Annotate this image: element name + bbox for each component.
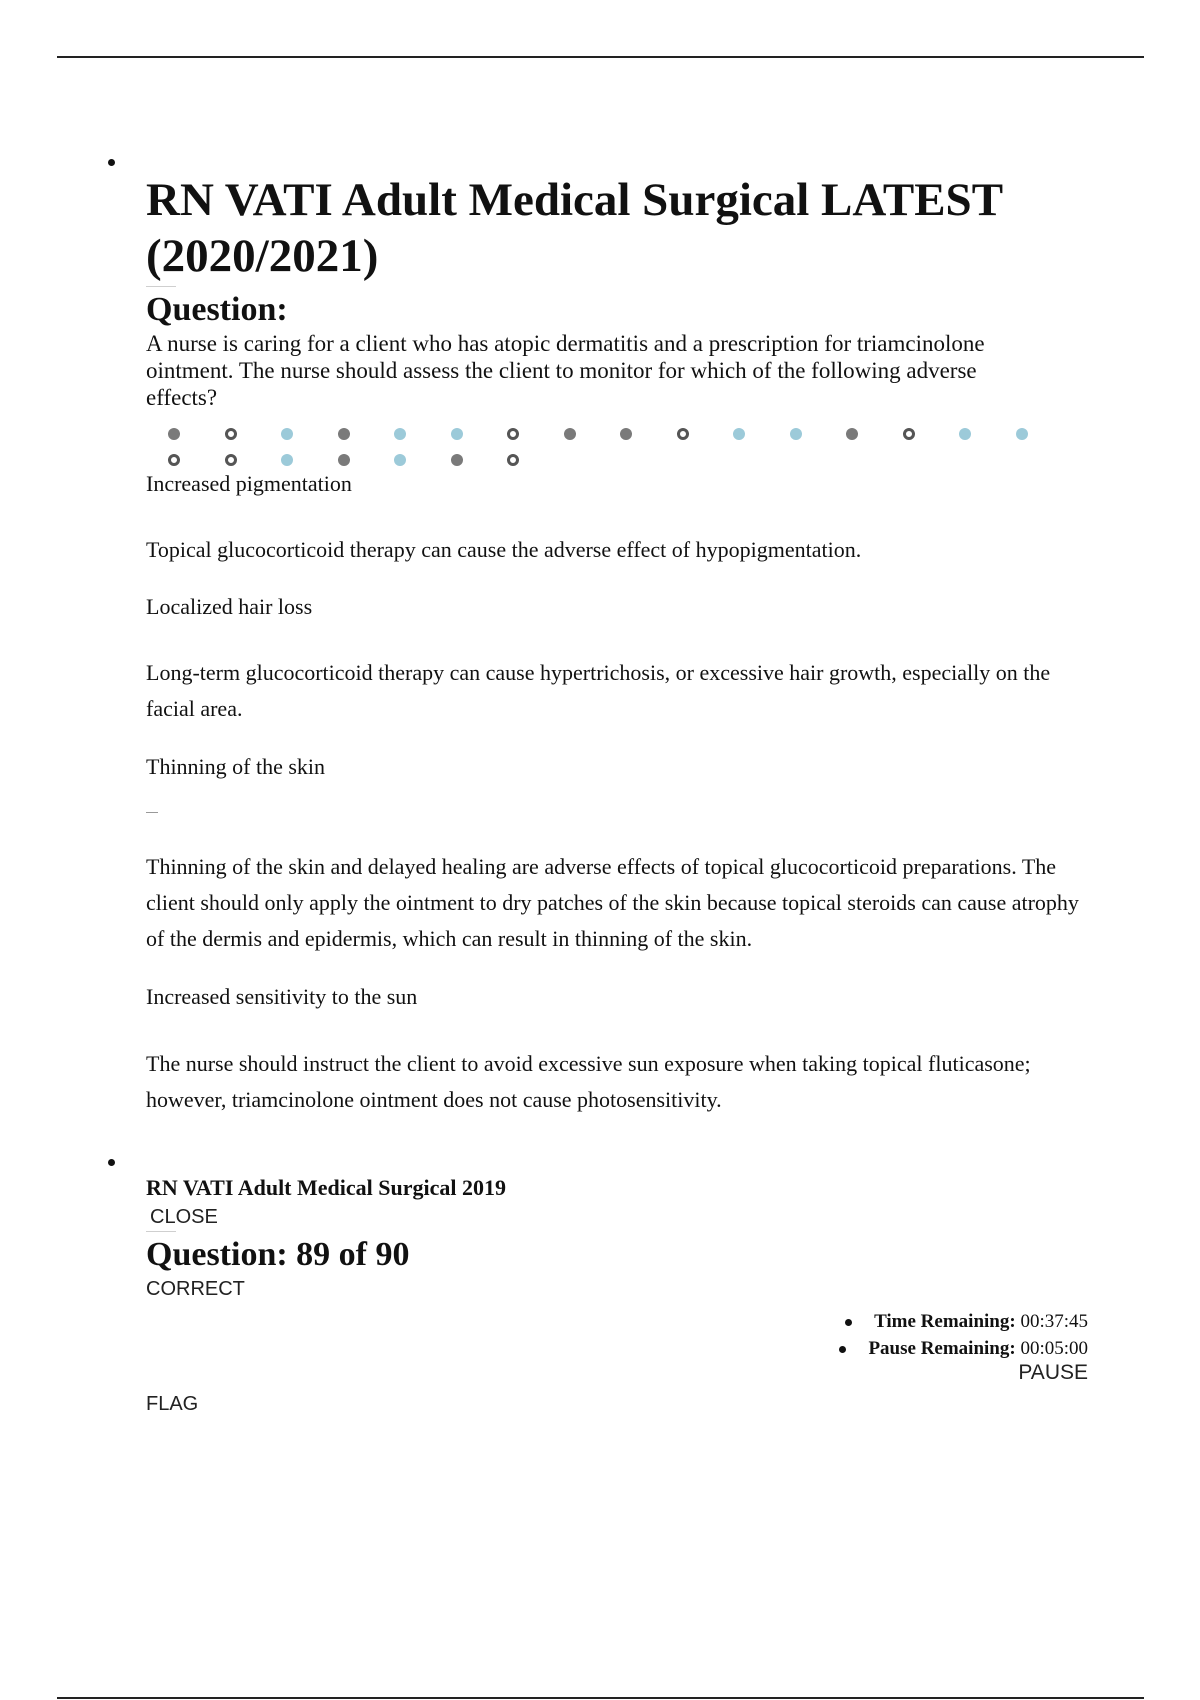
top-rule [57,56,1144,58]
question-counter: Question: 89 of 90 [146,1236,410,1273]
progress-dot[interactable] [564,428,576,440]
close-underline [146,1231,176,1232]
status-badge: CORRECT [146,1278,245,1300]
progress-dot[interactable] [1016,428,1028,440]
progress-dot[interactable] [451,428,463,440]
option-label-2: Localized hair loss [146,594,313,619]
progress-dot[interactable] [620,428,632,440]
question-progress-dots [168,428,1048,468]
bottom-rule [57,1697,1144,1699]
list-bullet [108,1159,115,1166]
pause-remaining-value: 00:05:00 [1020,1338,1088,1359]
time-remaining [839,1308,1088,1335]
option-label-4: Increased sensitivity to the sun [146,984,418,1009]
progress-dot[interactable] [846,428,858,440]
progress-dot[interactable] [733,428,745,440]
close-button[interactable]: CLOSE [150,1206,218,1228]
progress-dot[interactable] [677,428,689,440]
pause-button[interactable]: PAUSE [1018,1361,1088,1384]
progress-dot[interactable] [507,428,519,440]
flag-button[interactable]: FLAG [146,1393,199,1415]
timer-panel [839,1308,1088,1362]
progress-dot[interactable] [507,454,519,466]
progress-dot[interactable] [903,428,915,440]
list-bullet [839,1346,846,1353]
progress-dot[interactable] [451,454,463,466]
option-label-1: Increased pigmentation [146,471,352,496]
page-title: RN VATI Adult Medical Surgical LATEST (2020/2021) [146,174,1003,282]
progress-dot[interactable] [281,454,293,466]
option-rationale-3: Thinning of the skin and delayed healing are adverse effects of topical glucocorticoid preparations. The client should only apply the ointment to dry patches of the skin because topical steroids can cause atrophy of the dermis and epidermis, which can result in thinning of the skin. [146,854,1079,951]
progress-dot[interactable] [394,454,406,466]
progress-dot[interactable] [338,428,350,440]
time-remaining-value: 00:37:45 [1020,1311,1088,1332]
progress-dot[interactable] [168,454,180,466]
pause-remaining-label: Pause Remaining: [868,1338,1016,1359]
title-underline [146,286,176,287]
option-label-3: Thinning of the skin [146,754,326,779]
progress-dot[interactable] [281,428,293,440]
progress-dot[interactable] [168,428,180,440]
exam-title: RN VATI Adult Medical Surgical 2019 [146,1175,506,1200]
list-bullet [108,159,115,166]
option-rationale-2: Long-term glucocorticoid therapy can cause hypertrichosis, or excessive hair growth, especially on the facial area. [146,660,1051,721]
progress-dot[interactable] [225,428,237,440]
progress-dot[interactable] [338,454,350,466]
question-heading: Question: [146,291,288,328]
option-rationale-1: Topical glucocorticoid therapy can cause the adverse effect of hypopigmentation. [146,537,862,562]
time-remaining-label: Time Remaining: [874,1311,1016,1332]
selected-marker [146,812,158,813]
option-rationale-4: The nurse should instruct the client to avoid excessive sun exposure when taking topical fluticasone; however, triamcinolone ointment does not cause photosensitivity. [146,1051,1031,1112]
progress-dot[interactable] [394,428,406,440]
progress-dot[interactable] [959,428,971,440]
progress-dot[interactable] [225,454,237,466]
question-stem: A nurse is caring for a client who has atopic dermatitis and a prescription for triamcinolone ointment. The nurse should assess the client to monitor for which of the following adverse effects? [146,331,985,410]
progress-dot[interactable] [790,428,802,440]
list-bullet [845,1319,852,1326]
pause-remaining [839,1335,1088,1362]
